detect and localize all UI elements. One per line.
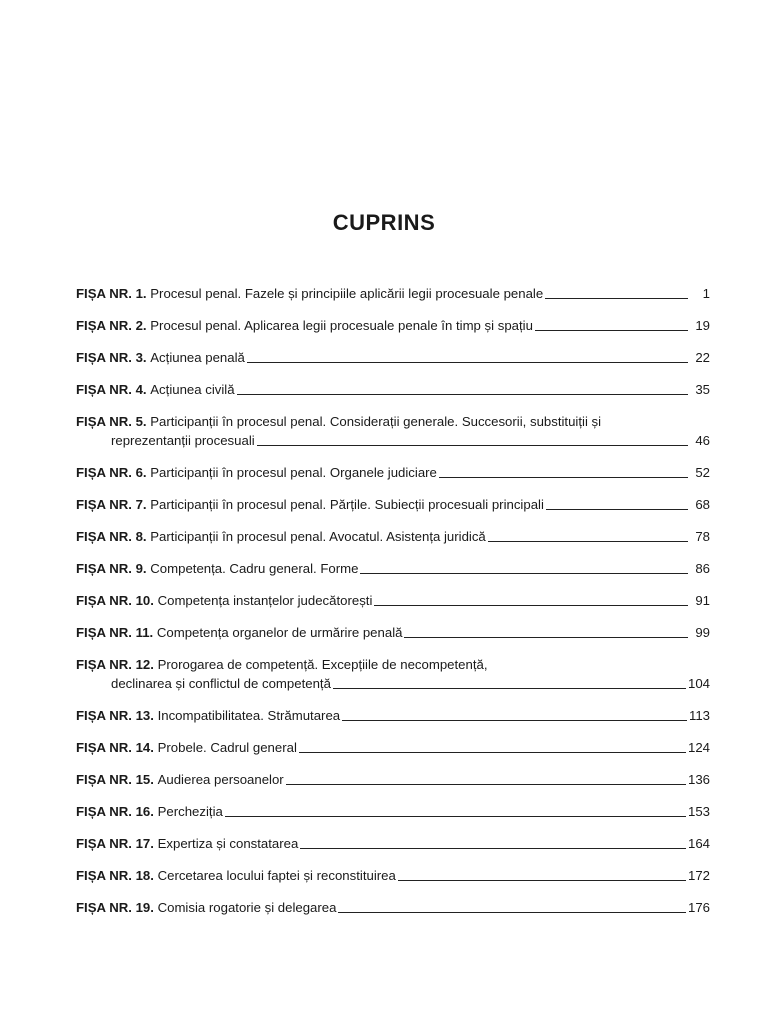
entry-number: FIȘA NR. 8.: [76, 529, 147, 544]
entry-title: Probele. Cadrul general: [157, 740, 297, 755]
toc-entry: [76, 866, 710, 885]
entry-title-continued: declinarea și conflictul de competență: [111, 676, 331, 691]
toc-entry: [76, 463, 710, 482]
entry-page-number: 136: [687, 772, 710, 787]
entry-page-number: 124: [687, 740, 710, 755]
toc-entry: [76, 591, 710, 610]
entry-number: FIȘA NR. 10.: [76, 593, 154, 608]
leader-line: [439, 477, 688, 478]
leader-line: [546, 509, 688, 510]
entry-title: Participanții în procesul penal. Avocatul. Asistența juridică: [150, 529, 486, 544]
leader-line: [404, 637, 688, 638]
entry-page-number: 19: [695, 318, 710, 333]
entry-number: FIȘA NR. 15.: [76, 772, 154, 787]
leader-line: [535, 330, 688, 331]
entry-page-number: 113: [688, 708, 710, 723]
entry-page-number: 46: [695, 433, 710, 448]
toc-entry: [76, 412, 710, 450]
leader-line: [374, 605, 688, 606]
toc-entry: [76, 380, 710, 399]
leader-line: [342, 720, 687, 721]
entry-title: Participanții în procesul penal. Părțile. Subiecții procesuali principali: [150, 497, 544, 512]
entry-title: Cercetarea locului faptei și reconstituirea: [157, 868, 396, 883]
entry-page-number: 35: [695, 382, 710, 397]
leader-line: [257, 445, 688, 446]
entry-title: Competența. Cadru general. Forme: [150, 561, 359, 576]
entry-page-number: 1: [702, 286, 710, 301]
toc-entry: [76, 623, 710, 642]
entry-number: FIȘA NR. 19.: [76, 900, 154, 915]
entry-title: Audierea persoanelor: [157, 772, 284, 787]
entry-title: Participanții în procesul penal. Considerații generale. Succesorii, substituiții și: [150, 414, 602, 429]
entry-number: FIȘA NR. 9.: [76, 561, 147, 576]
entry-title: Prorogarea de competență. Excepțiile de necompetență,: [157, 657, 488, 672]
entry-title: Percheziția: [157, 804, 223, 819]
leader-line: [225, 816, 686, 817]
entry-number: FIȘA NR. 14.: [76, 740, 154, 755]
entry-number: FIȘA NR. 3.: [76, 350, 147, 365]
entry-title-continued: reprezentanții procesuali: [111, 433, 255, 448]
leader-line: [300, 848, 686, 849]
toc-entry: [76, 706, 710, 725]
entry-page-number: 52: [695, 465, 710, 480]
entry-page-number: 176: [687, 900, 710, 915]
page-title: CUPRINS: [332, 210, 436, 235]
entry-number: FIȘA NR. 11.: [76, 625, 154, 640]
entry-page-number: 164: [687, 836, 710, 851]
toc-entry: [76, 802, 710, 821]
entry-number: FIȘA NR. 5.: [76, 414, 147, 429]
toc-entry: [76, 316, 710, 335]
entry-title: Comisia rogatorie și delegarea: [157, 900, 337, 915]
leader-line: [545, 298, 688, 299]
entry-page-number: 99: [695, 625, 710, 640]
entry-number: FIȘA NR. 7.: [76, 497, 147, 512]
leader-line: [488, 541, 688, 542]
entry-number: FIȘA NR. 4.: [76, 382, 147, 397]
toc-entry: [76, 527, 710, 546]
entry-title: Acțiunea civilă: [150, 382, 235, 397]
toc-entry: [76, 738, 710, 757]
toc-entry: [76, 655, 710, 693]
leader-line: [333, 688, 686, 689]
entry-page-number: 68: [695, 497, 710, 512]
entry-title: Procesul penal. Fazele și principiile aplicării legii procesuale penale: [150, 286, 544, 301]
toc-entry: [76, 834, 710, 853]
leader-line: [338, 912, 686, 913]
toc-entry: [76, 284, 710, 303]
entry-title: Participanții în procesul penal. Organele judiciare: [150, 465, 437, 480]
entry-page-number: 86: [695, 561, 710, 576]
entry-number: FIȘA NR. 6.: [76, 465, 147, 480]
leader-line: [299, 752, 686, 753]
entry-number: FIȘA NR. 1.: [76, 286, 147, 301]
toc-entry: [76, 495, 710, 514]
table-of-contents: [76, 284, 710, 930]
entry-title: Procesul penal. Aplicarea legii procesuale penale în timp și spațiu: [150, 318, 533, 333]
leader-line: [398, 880, 686, 881]
entry-number: FIȘA NR. 2.: [76, 318, 147, 333]
entry-number: FIȘA NR. 12.: [76, 657, 154, 672]
leader-line: [286, 784, 686, 785]
entry-number: FIȘA NR. 18.: [76, 868, 154, 883]
toc-entry: [76, 898, 710, 917]
entry-title: Competența instanțelor judecătorești: [157, 593, 373, 608]
entry-page-number: 104: [687, 676, 710, 691]
entry-page-number: 153: [687, 804, 710, 819]
entry-title: Incompatibilitatea. Strămutarea: [157, 708, 341, 723]
entry-number: FIȘA NR. 16.: [76, 804, 154, 819]
entry-page-number: 91: [695, 593, 710, 608]
entry-number: FIȘA NR. 17.: [76, 836, 154, 851]
entry-page-number: 78: [695, 529, 710, 544]
leader-line: [237, 394, 688, 395]
toc-entry: [76, 770, 710, 789]
entry-title: Competența organelor de urmărire penală: [156, 625, 403, 640]
toc-entry: [76, 348, 710, 367]
leader-line: [247, 362, 688, 363]
entry-page-number: 172: [687, 868, 710, 883]
entry-number: FIȘA NR. 13.: [76, 708, 154, 723]
entry-title: Expertiza și constatarea: [157, 836, 299, 851]
toc-entry: [76, 559, 710, 578]
entry-page-number: 22: [695, 350, 710, 365]
entry-title: Acțiunea penală: [150, 350, 245, 365]
leader-line: [360, 573, 688, 574]
